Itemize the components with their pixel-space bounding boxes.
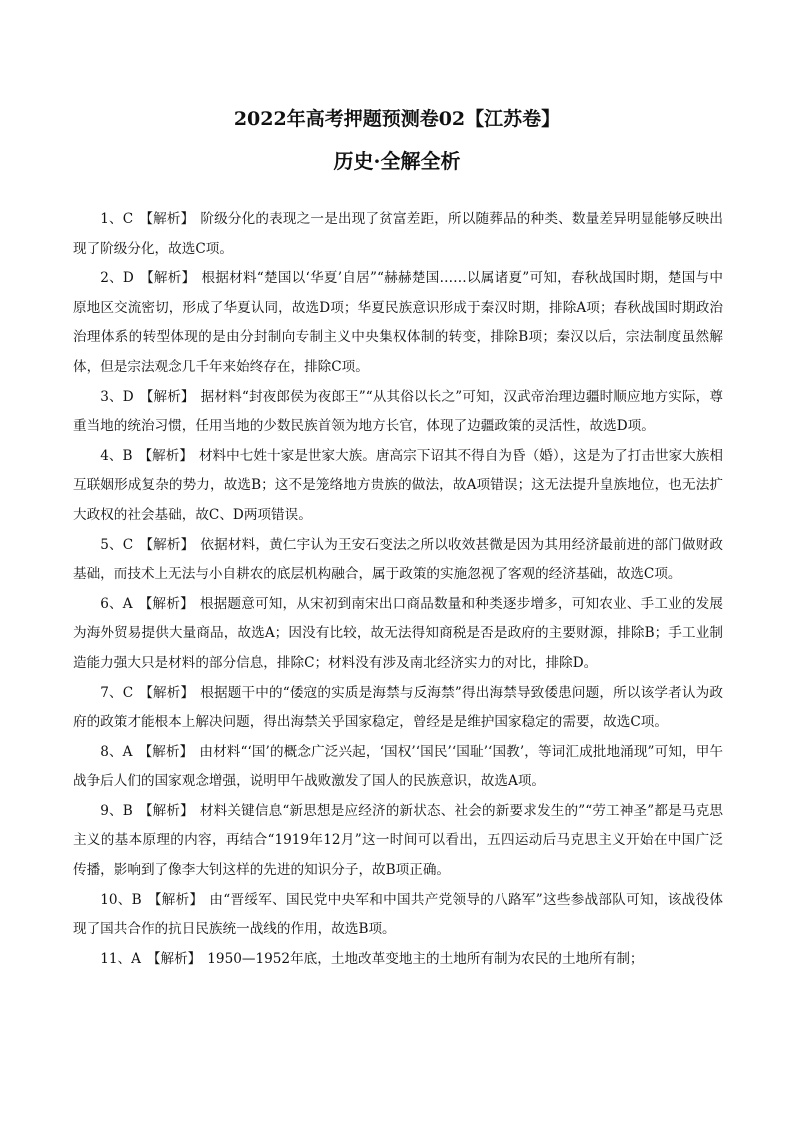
- answer-number: 7、C: [100, 684, 134, 701]
- answer-number: 6、A: [100, 595, 133, 612]
- answer-number: 8、A: [100, 743, 133, 760]
- analysis-tag: 【解析】: [146, 950, 202, 967]
- answer-number: 11、A: [100, 950, 141, 967]
- answer-text: 根据题意可知，从宋初到南宋出口商品数量和种类逐步增多，可知农业、手工业的发展为海外贸易提供大量商品，故选A；因没有比较，故无法得知商税是否是政府的主要财源，排除B；手工业制造能力强大只是材料的部分信息，排除C；材料没有涉及南北经济实力的对比，排除D。: [73, 595, 724, 671]
- answer-number: 9、B: [100, 802, 133, 819]
- answer-item-2: [73, 264, 723, 382]
- analysis-tag: 【解析】: [139, 388, 195, 405]
- answer-item-3: [73, 383, 723, 442]
- answer-number: 10、B: [100, 891, 142, 908]
- document-title: 2022年高考押题预测卷02【江苏卷】: [233, 108, 561, 130]
- document-subtitle: 历史·全解全析: [333, 149, 461, 173]
- answer-number: 1、C: [100, 211, 134, 227]
- answer-text: 阶级分化的表现之一是出现了贫富差距，所以随葬品的种类、数量差异明显能够反映出现了阶级分化，故选C项。: [73, 211, 724, 257]
- analysis-tag: 【解析】: [139, 270, 196, 287]
- analysis-tag: 【解析】: [147, 891, 204, 908]
- answer-number: 4、B: [100, 447, 133, 464]
- analysis-tag: 【解析】: [138, 743, 194, 760]
- analysis-tag: 【解析】: [139, 684, 195, 701]
- answer-text: 材料中七姓十家是世家大族。唐高宗下诏其不得自为昏（婚），这是为了打击世家大族相互联姻形成复杂的势力，故选B；这不是笼络地方贵族的做法，故A项错误；这无法提升皇族地位，也无法扩大政权的社会基础，故C、D两项错误。: [73, 447, 724, 523]
- answer-item-5: [73, 531, 723, 590]
- answer-item-10: [73, 886, 723, 945]
- answer-item-4: [73, 442, 723, 531]
- answer-text: 根据题干中的“倭寇的实质是海禁与反海禁”得出海禁导致倭患问题，所以该学者认为政府的政策才能根本上解决问题，得出海禁关乎国家稳定，曾经是是维护国家稳定的需要，故选C项。: [73, 684, 723, 731]
- answer-item-6: [73, 590, 723, 679]
- answer-text: 根据材料“楚国以‘华夏’自居”“赫赫楚国……以属诸夏”可知，春秋战国时期，楚国与中原地区交流密切，形成了华夏认同，故选D项；华夏民族意识形成于秦汉时期，排除A项；春秋战国时期政治治理体系的转型体现的是由分封制向专制主义中央集权体制的转变，排除B项；秦汉以后，宗法制度虽然解体，但是宗法观念几千年来始终存在，排除C项。: [73, 270, 723, 375]
- answer-number: 5、C: [100, 536, 134, 553]
- analysis-tag: 【解析】: [139, 536, 195, 553]
- answer-text: 材料关键信息“新思想是应经济的新状态、社会的新要求发生的”“劳工神圣”都是马克思主义的基本原理的内容，再结合“1919年12月”这一时间可以看出，五四运动后马克思主义开始在中国广泛传播，影响到了像李大钊这样的先进的知识分子，故B项正确。: [73, 802, 723, 879]
- answer-item-11: [73, 945, 723, 975]
- answer-text: 依据材料，黄仁宇认为王安石变法之所以收效甚微是因为其用经济最前进的部门做财政基础，而技术上无法与小自耕农的底层机构融合，属于政策的实施忽视了客观的经济基础，故选C项。: [73, 536, 724, 583]
- answer-list: [73, 205, 723, 974]
- answer-item-8: [73, 738, 723, 797]
- analysis-tag: 【解析】: [138, 595, 194, 612]
- answer-number: 3、D: [100, 388, 134, 405]
- analysis-tag: 【解析】: [139, 211, 195, 227]
- answer-text: 1950—1952年底，土地改革变地主的土地所有制为农民的土地所有制；: [207, 950, 644, 967]
- answer-text: 据材料“封夜郎侯为夜郎王”“从其俗以长之”可知，汉武帝治理边疆时顺应地方实际，尊重当地的统治习惯，任用当地的少数民族首领为地方长官，体现了边疆政策的灵活性，故选D项。: [73, 388, 724, 435]
- answer-text: 由“晋绥军、国民党中央军和中国共产党领导的八路军”这些参战部队可知，该战役体现了国共合作的抗日民族统一战线的作用，故选B项。: [73, 891, 724, 938]
- answer-item-1: [73, 205, 723, 264]
- answer-item-9: [73, 797, 723, 886]
- answer-number: 2、D: [100, 270, 134, 287]
- analysis-tag: 【解析】: [138, 447, 193, 464]
- answer-item-7: [73, 679, 723, 738]
- answer-text: 由材料“‘国’的概念广泛兴起，‘国权’‘国民’‘国耻’‘国教’，等词汇成批地涌现”可知，甲午战争后人们的国家观念增强，说明甲午战败激发了国人的民族意识，故选A项。: [73, 743, 724, 790]
- analysis-tag: 【解析】: [138, 802, 194, 819]
